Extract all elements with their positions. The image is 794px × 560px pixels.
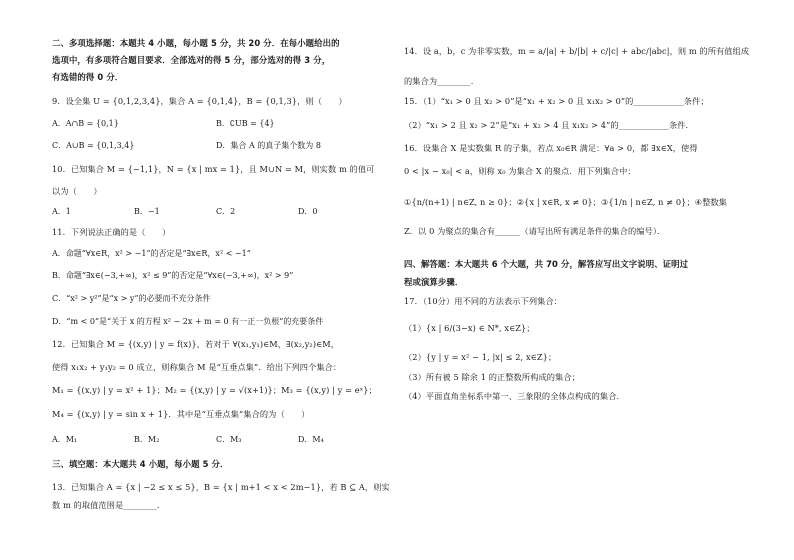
- question-9: 9．设全集 U = {0,1,2,3,4}，集合 A = {0,1,4}，B = {0,1,3}，则（ ）: [52, 96, 347, 106]
- question-17: 17．（10分）用不同的方法表示下列集合：: [404, 296, 563, 306]
- question-12-option-c: C．M₃: [216, 435, 242, 444]
- question-12-line-3: M₁ = {(x,y) | y = x² + 1}；M₂ = {(x,y) | y = √(x+1)}；M₃ = {(x,y) | y = eˣ}；: [52, 385, 377, 395]
- question-14-line-1: 14．设 a，b，c 为非零实数，m = a/|a| + b/|b| + c/|c| + abc/|abc|，则 m 的所有值组成: [404, 46, 750, 56]
- question-10-option-a: A．1: [52, 207, 71, 216]
- question-10-line-1: 10．已知集合 M = {−1,1}，N = {x | mx = 1}，且 M∪N = M，则实数 m 的值可: [52, 164, 375, 174]
- question-12-line-2: 使得 x₁x₂ + y₁y₂ = 0 成立，则称集合 M 是“互垂点集”．给出下列四个集合：: [52, 362, 342, 372]
- section-2-heading-line-1: 二、多项选择题：本题共 4 小题，每小题 5 分，共 20 分．在每小题给出的: [52, 38, 340, 48]
- section-2-heading-line-3: 有选错的得 0 分．: [52, 72, 124, 82]
- section-4-heading-line-1: 四、解答题：本大题共 6 个大题，共 70 分，解答应写出文字说明、证明过: [404, 259, 689, 269]
- section-2-heading-line-2: 选项中，有多项符合题目要求．全部选对的得 5 分，部分选对的得 3 分，: [52, 55, 331, 65]
- question-16-line-1: 16．设集合 X 是实数集 R 的子集，若点 x₀∈R 满足：∀a > 0，都 ∃x∈X，使得: [404, 143, 698, 153]
- question-11-option-b: B．命题“∃x∈(−3,+∞)，x² ≤ 9”的否定是“∀x∈(−3,+∞)，x² > 9”: [52, 271, 294, 280]
- question-11: 11．下列说法正确的是（ ）: [52, 227, 171, 237]
- question-9-option-a: A．A∩B = {0,1}: [52, 119, 119, 128]
- question-11-option-c: C．“x² > y²”是“x > y”的必要而不充分条件: [52, 294, 211, 303]
- question-16-line-4: Z．以 0 为聚点的集合有______（请写出所有满足条件的集合的编号）．: [404, 226, 666, 236]
- question-17-part-4: （4）平面直角坐标系中第一、三象限的全体点构成的集合．: [404, 391, 625, 401]
- section-4-heading-line-2: 程或演算步骤．: [404, 277, 464, 287]
- question-17-part-2: （2）{y | y = x² − 1, |x| ≤ 2, x∈Z}；: [404, 352, 557, 362]
- question-12-line-4: M₄ = {(x,y) | y = sin x + 1}．其中是“互垂点集”集合的为（ ）: [52, 409, 310, 419]
- question-15-line-1: 15．（1）“x₁ > 0 且 x₂ > 0”是“x₁ + x₂ > 0 且 x₁x₂ > 0”的____________条件；: [404, 96, 709, 106]
- question-14-line-2: 的集合为________.: [404, 76, 474, 86]
- question-17-part-1: （1）{x | 6/(3−x) ∈ N*, x∈Z}；: [404, 323, 535, 333]
- question-13-line-2: 数 m 的取值范围是________.: [52, 500, 160, 510]
- question-10-option-b: B．−1: [134, 207, 160, 216]
- question-12-line-1: 12．已知集合 M = {(x,y) | y = f(x)}，若对于 ∀(x₁,y₁)∈M，∃(x₂,y₂)∈M，: [52, 339, 340, 349]
- question-9-option-b: B．∁UB = {4}: [216, 119, 275, 128]
- section-3-heading: 三、填空题：本大题共 4 小题，每小题 5 分．: [52, 459, 229, 469]
- question-15-line-2: （2）“x₁ > 2 且 x₂ > 2”是“x₁ + x₂ > 4 且 x₁x₂ > 4”的____________条件．: [404, 120, 694, 130]
- question-10-option-c: C．2: [216, 207, 236, 216]
- question-16-line-3: ①{n/(n+1) | n∈Z, n ≥ 0}；②{x | x∈R, x ≠ 0}；③{1/n | n∈Z, n ≠ 0}；④整数集: [404, 197, 728, 207]
- question-10-option-d: D．0: [298, 207, 318, 216]
- question-11-option-d: D．“m < 0”是“关于 x 的方程 x² − 2x + m = 0 有一正一负根”的充要条件: [52, 317, 324, 326]
- question-17-part-3: （3）所有被 5 除余 1 的正整数所构成的集合；: [404, 372, 580, 382]
- question-13-line-1: 13．已知集合 A = {x | −2 ≤ x ≤ 5}，B = {x | m+1 < x < 2m−1}，若 B ⊆ A，则实: [52, 482, 390, 492]
- question-12-option-d: D．M₄: [298, 435, 324, 444]
- question-9-option-c: C．A∪B = {0,1,3,4}: [52, 141, 135, 150]
- question-11-option-a: A．命题“∀x∈R，x² > −1”的否定是“∃x∈R，x² < −1”: [52, 249, 251, 258]
- question-12-option-b: B．M₂: [134, 435, 160, 444]
- question-10-line-2: 以为（ ）: [52, 186, 102, 196]
- question-9-option-d: D．集合 A 的真子集个数为 8: [216, 141, 321, 150]
- question-16-line-2: 0 < |x − x₀| < a，则称 x₀ 为集合 X 的聚点．用下列集合中：: [404, 166, 636, 176]
- question-12-option-a: A．M₁: [52, 435, 78, 444]
